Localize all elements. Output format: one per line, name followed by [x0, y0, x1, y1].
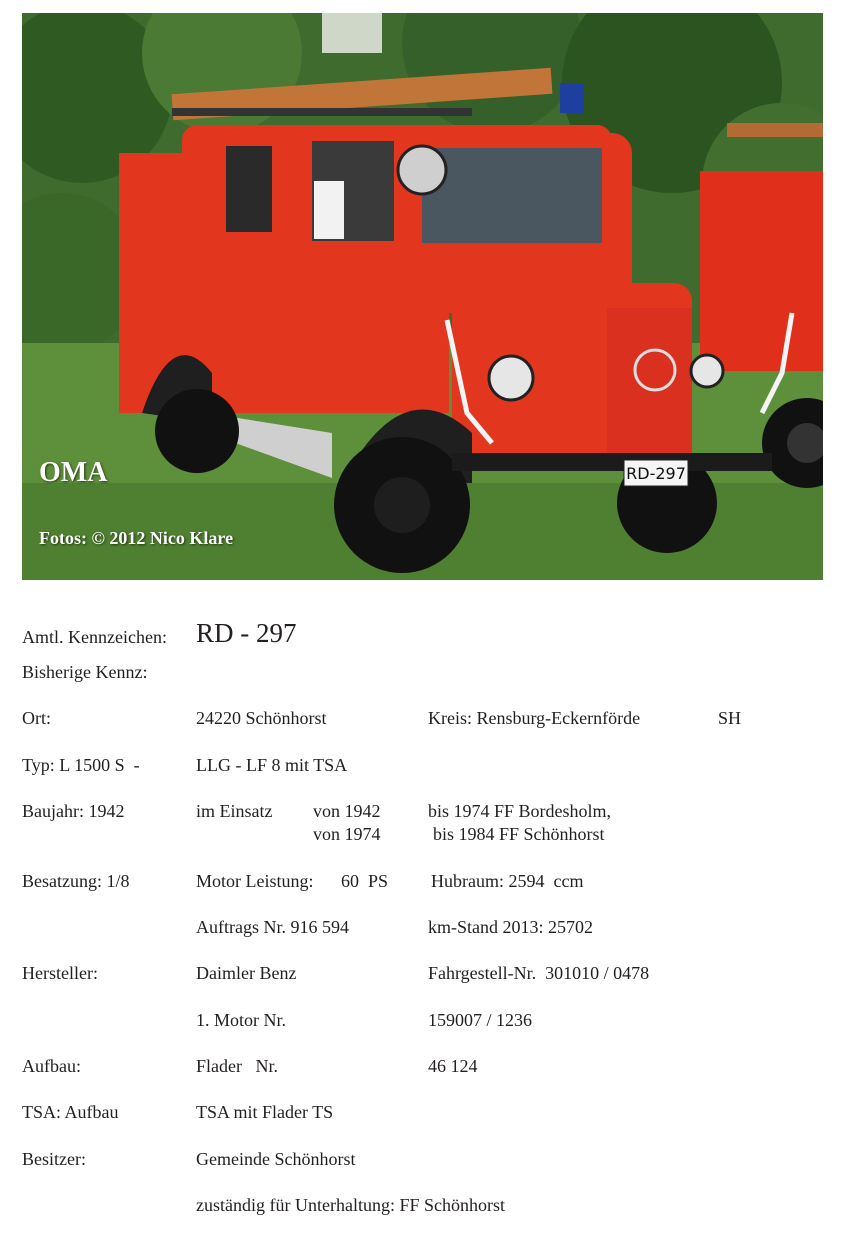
kmstand-value: km-Stand 2013: 25702 — [428, 917, 593, 937]
von-2: von 1974 — [313, 824, 381, 844]
ort-value: 24220 Schönhorst — [196, 708, 327, 728]
motor-leistung-label: Motor Leistung: — [196, 871, 314, 891]
land-value: SH — [718, 708, 742, 728]
fahrgestell-value: Fahrgestell-Nr. 301010 / 0478 — [428, 963, 650, 983]
besitzer-label: Besitzer: — [22, 1149, 86, 1169]
kreis-value: Kreis: Rensburg-Eckernförde — [428, 708, 641, 728]
kennzeichen-label: Amtl. Kennzeichen: — [22, 627, 167, 647]
aufbau-nr: 46 124 — [428, 1056, 478, 1076]
baujahr-label: Baujahr: 1942 — [22, 801, 125, 821]
kennzeichen-value: RD - 297 — [196, 618, 297, 648]
motor-nr-label: 1. Motor Nr. — [196, 1010, 286, 1030]
photo-title: OMA — [39, 457, 108, 488]
einsatz-label: im Einsatz — [196, 801, 273, 821]
bisherige-label: Bisherige Kennz: — [22, 662, 148, 682]
von-1: von 1942 — [313, 801, 381, 821]
motor-nr-value: 159007 / 1236 — [428, 1010, 533, 1030]
hersteller-value: Daimler Benz — [196, 963, 297, 983]
unterhaltung-value: zuständig für Unterhaltung: FF Schönhorst — [196, 1195, 505, 1215]
typ-label: Typ: L 1500 S - — [22, 755, 140, 775]
typ-value: LLG - LF 8 mit TSA — [196, 755, 348, 775]
tsa-value: TSA mit Flader TS — [196, 1102, 334, 1122]
fire-truck-photo — [22, 13, 823, 580]
ort-label: Ort: — [22, 708, 51, 728]
ps-value: 60 PS — [341, 871, 389, 891]
hubraum-value: Hubraum: 2594 ccm — [431, 871, 584, 891]
hersteller-label: Hersteller: — [22, 963, 98, 983]
photo-credit: Fotos: © 2012 Nico Klare — [39, 528, 234, 548]
aufbau-value: Flader Nr. — [196, 1056, 278, 1076]
auftrags-value: Auftrags Nr. 916 594 — [196, 917, 349, 937]
license-plate-text: RD-297 — [626, 464, 686, 483]
bis-2: bis 1984 FF Schönhorst — [433, 824, 605, 844]
bis-1: bis 1974 FF Bordesholm, — [428, 801, 612, 821]
fire-truck-illustration — [22, 13, 823, 580]
tsa-label: TSA: Aufbau — [22, 1102, 119, 1122]
besatzung-label: Besatzung: 1/8 — [22, 871, 130, 891]
aufbau-label: Aufbau: — [22, 1056, 81, 1076]
besitzer-value: Gemeinde Schönhorst — [196, 1149, 356, 1169]
